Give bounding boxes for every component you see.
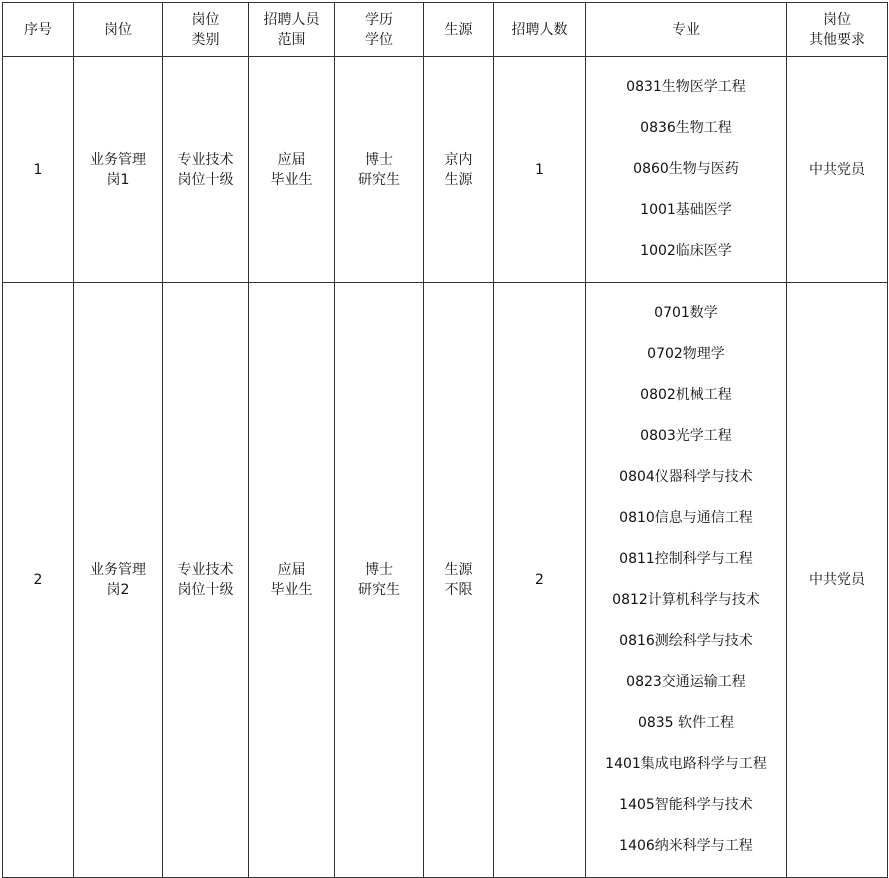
major-item: 1406纳米科学与工程 [619,838,753,854]
header-other: 岗位 其他要求 [787,3,888,57]
major-item: 0835 软件工程 [637,715,735,731]
cell-source: 生源 不限 [424,283,494,878]
major-item: 0823交通运输工程 [626,674,746,690]
major-item: 0831生物医学工程 [626,79,746,95]
header-scope: 招聘人员 范围 [249,3,335,57]
cell-source: 京内 生源 [424,57,494,283]
cell-count: 2 [494,283,586,878]
header-count: 招聘人数 [494,3,586,57]
major-item: 1001基础医学 [640,202,732,218]
header-source: 生源 [424,3,494,57]
major-item: 1405智能科学与技术 [619,797,753,813]
major-item: 0803光学工程 [640,428,732,444]
cell-category: 专业技术 岗位十级 [163,283,249,878]
major-item: 0702物理学 [647,346,725,362]
major-item: 0810信息与通信工程 [619,510,753,526]
major-item: 0701数学 [654,305,718,321]
header-no: 序号 [3,3,74,57]
cell-other: 中共党员 [787,283,888,878]
major-item: 0816测绘科学与技术 [619,633,753,649]
cell-scope: 应届 毕业生 [249,283,335,878]
major-item: 0836生物工程 [640,120,732,136]
major-item: 0812计算机科学与技术 [612,592,760,608]
major-item: 0811控制科学与工程 [619,551,753,567]
major-item: 1002临床医学 [640,243,732,259]
cell-majors [586,283,787,878]
cell-scope: 应届 毕业生 [249,57,335,283]
major-item: 0860生物与医药 [633,161,739,177]
cell-post: 业务管理 岗1 [74,57,163,283]
table-row [3,283,888,878]
major-item: 0804仪器科学与技术 [619,469,753,485]
cell-degree: 博士 研究生 [335,283,424,878]
cell-majors [586,57,787,283]
cell-post: 业务管理 岗2 [74,283,163,878]
header-majors: 专业 [586,3,787,57]
cell-degree: 博士 研究生 [335,57,424,283]
cell-other: 中共党员 [787,57,888,283]
major-item: 1401集成电路科学与工程 [605,756,767,772]
cell-no: 2 [3,283,74,878]
header-post: 岗位 [74,3,163,57]
header-row [3,3,888,57]
cell-no: 1 [3,57,74,283]
cell-category: 专业技术 岗位十级 [163,57,249,283]
cell-count: 1 [494,57,586,283]
major-item: 0802机械工程 [640,387,732,403]
table-row [3,57,888,283]
header-degree: 学历 学位 [335,3,424,57]
recruitment-table [2,2,888,878]
header-category: 岗位 类别 [163,3,249,57]
